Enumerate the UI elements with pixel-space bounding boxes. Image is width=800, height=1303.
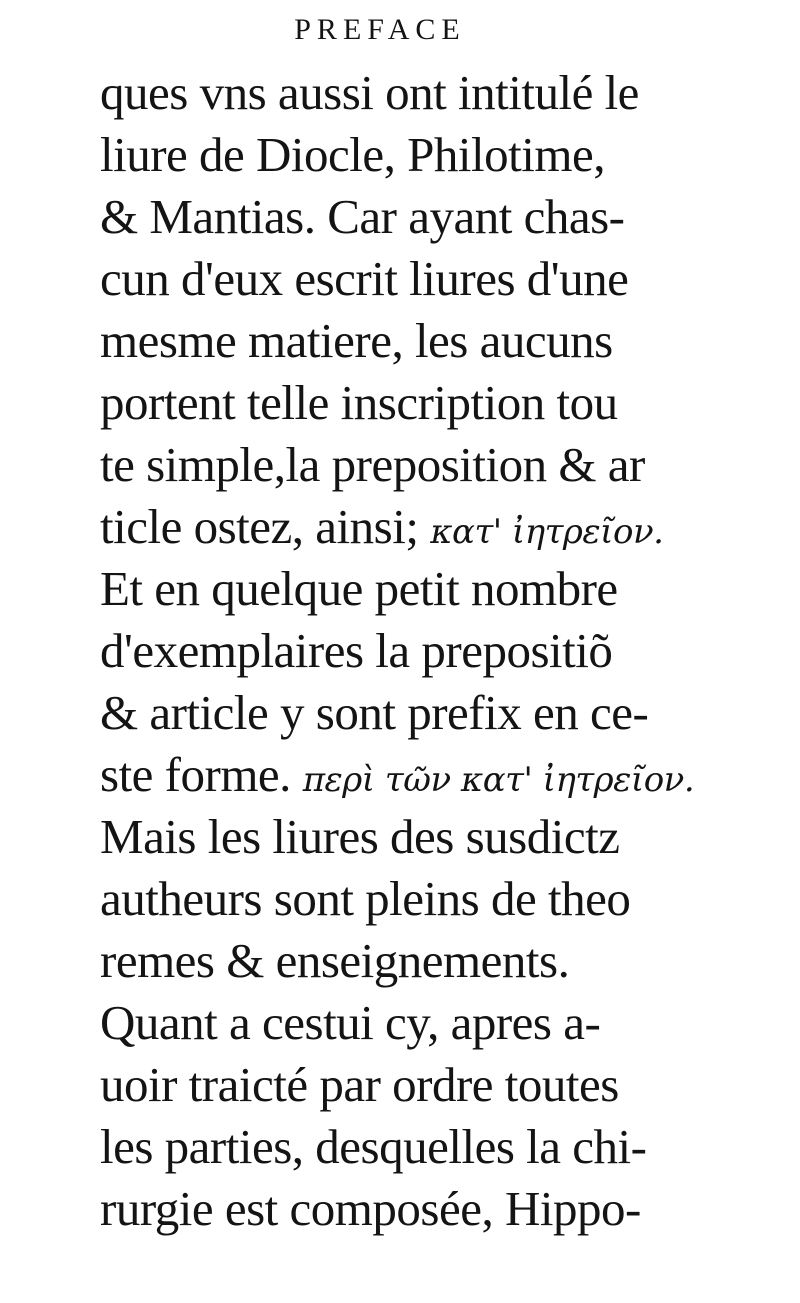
text-line: & article y sont prefix en ce- — [100, 685, 649, 740]
text-line-with-greek — [100, 744, 760, 806]
text-segment: ste forme. — [100, 747, 291, 802]
text-segment: ticle ostez, ainsi; — [100, 499, 419, 554]
text-line: & Mantias. Car ayant chas- — [100, 189, 625, 244]
text-line: rurgie est composée, Hippo- — [100, 1181, 641, 1236]
text-line: remes & enseignements. — [100, 933, 570, 988]
running-head: PREFACE — [294, 13, 466, 46]
text-line: les parties, desquelles la chi- — [100, 1119, 647, 1174]
text-line: mesme matiere, les aucuns — [100, 313, 613, 368]
greek-inscription: κατ' ἰητρεῖον. — [430, 512, 664, 552]
text-line: liure de Diocle, Philotime, — [100, 127, 605, 182]
body-text — [100, 62, 760, 1240]
text-line-with-greek — [100, 496, 760, 558]
text-line: Quant a cestui cy, apres a- — [100, 995, 601, 1050]
text-line: autheurs sont pleins de theo — [100, 871, 631, 926]
greek-inscription: περὶ τῶν κατ' ἰητρεῖον. — [302, 760, 695, 800]
text-line: portent telle inscription tou — [100, 375, 618, 430]
text-line: uoir traicté par ordre toutes — [100, 1057, 619, 1112]
text-line: Et en quelque petit nombre — [100, 561, 618, 616]
text-line: Mais les liures des susdictz — [100, 809, 620, 864]
text-line: ques vns aussi ont intitulé le — [100, 65, 639, 120]
text-line: te simple,la preposition & ar — [100, 437, 645, 492]
text-line: cun d'eux escrit liures d'une — [100, 251, 629, 306]
text-line: d'exemplaires la prepositiõ — [100, 623, 613, 678]
